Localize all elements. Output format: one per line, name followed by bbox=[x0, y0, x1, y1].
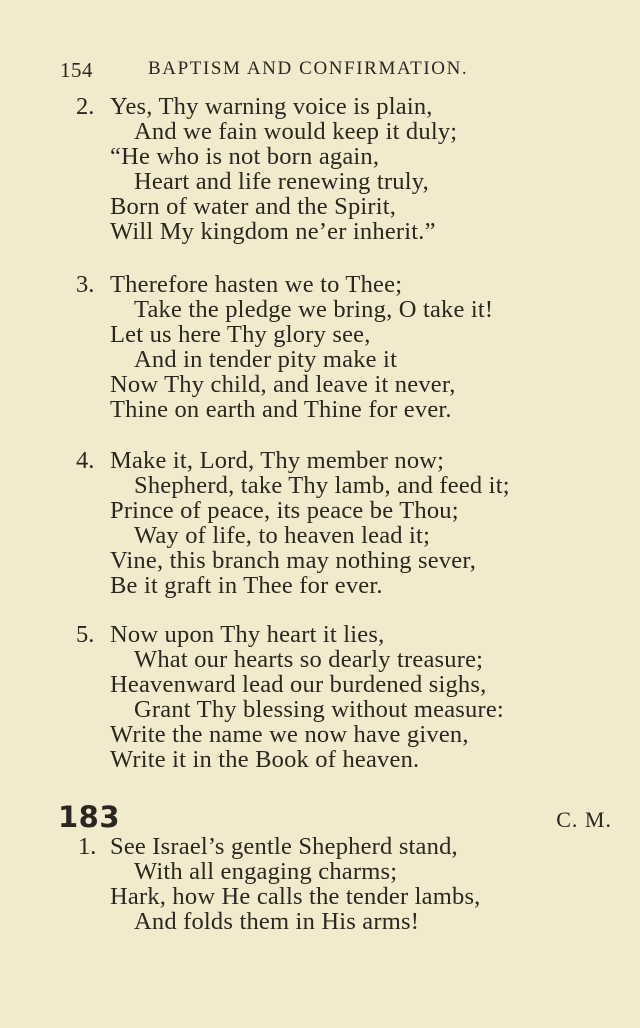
verse-line: Be it graft in Thee for ever. bbox=[110, 572, 383, 599]
verse-line: Born of water and the Spirit, bbox=[110, 193, 397, 220]
verse-line: Hark, how He calls the tender lambs, bbox=[110, 883, 481, 910]
verse-line: And we fain would keep it duly; bbox=[134, 118, 458, 145]
verse-line: And in tender pity make it bbox=[134, 346, 398, 373]
stanza-number: 1. bbox=[78, 833, 97, 860]
verse-line: Now Thy child, and leave it never, bbox=[110, 371, 456, 398]
stanza-number: 2. bbox=[76, 93, 95, 120]
verse-line: Shepherd, take Thy lamb, and feed it; bbox=[134, 472, 510, 499]
verse-line: Write the name we now have given, bbox=[110, 721, 469, 748]
verse-line: What our hearts so dearly treasure; bbox=[134, 646, 484, 673]
verse-line: Yes, Thy warning voice is plain, bbox=[110, 93, 433, 120]
verse-line: Make it, Lord, Thy member now; bbox=[110, 447, 445, 474]
verse-line: Let us here Thy glory see, bbox=[110, 321, 371, 348]
verse-line: Way of life, to heaven lead it; bbox=[134, 522, 431, 549]
running-head: BAPTISM AND CONFIRMATION. bbox=[148, 58, 469, 79]
page-number: 154 bbox=[60, 58, 93, 82]
verse-line: Prince of peace, its peace be Thou; bbox=[110, 497, 459, 524]
stanza-number: 3. bbox=[76, 271, 95, 298]
verse-line: Heavenward lead our burdened sighs, bbox=[110, 671, 487, 698]
verse-line: Will My kingdom ne’er inherit.” bbox=[110, 218, 436, 245]
stanza-number: 5. bbox=[76, 621, 95, 648]
verse-line: “He who is not born again, bbox=[110, 143, 380, 170]
verse-line: Write it in the Book of heaven. bbox=[110, 746, 420, 773]
verse-line: And folds them in His arms! bbox=[134, 908, 420, 935]
verse-line: Heart and life renewing truly, bbox=[134, 168, 429, 195]
verse-line: With all engaging charms; bbox=[134, 858, 398, 885]
page-header bbox=[60, 58, 540, 88]
verse-line: Thine on earth and Thine for ever. bbox=[110, 396, 452, 423]
verse-line: Therefore hasten we to Thee; bbox=[110, 271, 403, 298]
verse-line: Now upon Thy heart it lies, bbox=[110, 621, 385, 648]
hymn-meter: C. M. bbox=[556, 807, 612, 832]
stanza-number: 4. bbox=[76, 447, 95, 474]
verse-line: Take the pledge we bring, O take it! bbox=[134, 296, 494, 323]
verse-line: Vine, this branch may nothing sever, bbox=[110, 547, 477, 574]
verse-line: See Israel’s gentle Shepherd stand, bbox=[110, 833, 458, 860]
verse-line: Grant Thy blessing without measure: bbox=[134, 696, 504, 723]
hymn-number: 183 bbox=[58, 800, 121, 834]
